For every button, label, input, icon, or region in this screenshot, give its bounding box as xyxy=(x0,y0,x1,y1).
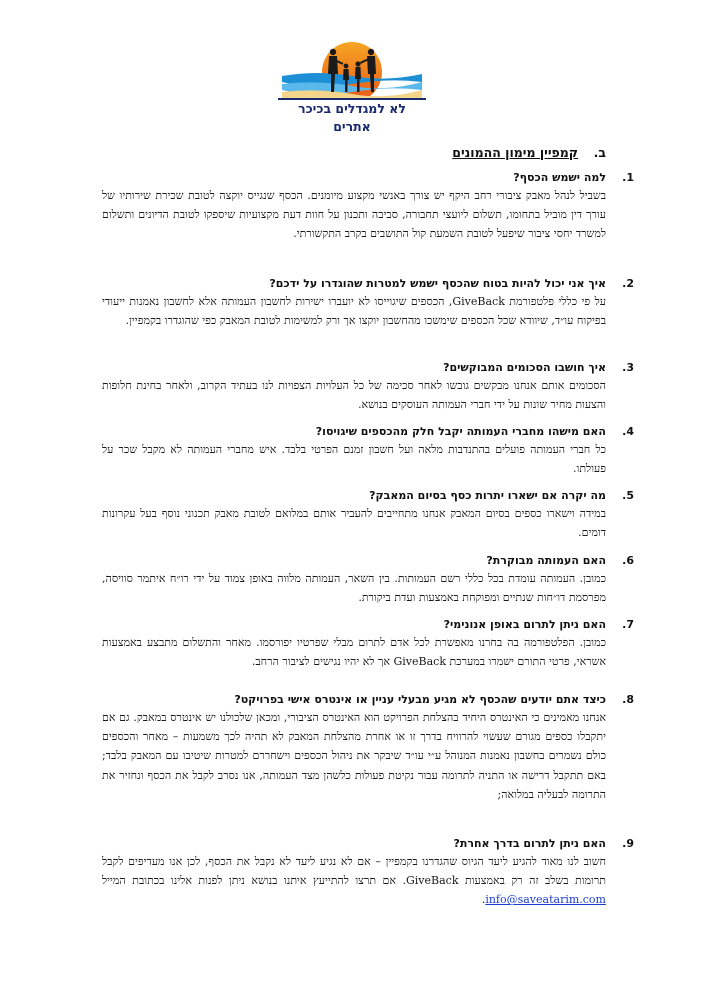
logo-text: לא למגדלים בכיכר אתרים xyxy=(278,98,426,118)
qa-item-7 xyxy=(102,617,634,671)
email-suffix: . xyxy=(481,893,486,907)
answer: כמובן. הפלטפורמה בה בחרנו מאפשרת לכל אדם לתרום מבלי שפרטיו יפורסמו. מאחר והתשלום מתבצע באמצעות אשראי, פרטי התורם ישמרו במערכת GiveBack אך לא יהיו נגישים לציבור הרחב. xyxy=(102,636,606,669)
qa-item-5 xyxy=(102,488,634,542)
question-text: איך חושבו הסכומים המבוקשים? xyxy=(443,361,606,374)
answer: במידה וישארו כספים בסיום המאבק אנחנו מתחייבים להעביר אותם במלואם לטובת מאבק תכנוני נוסף בעל עקרונות דומים. xyxy=(102,507,606,540)
answer xyxy=(102,852,606,910)
organization-logo xyxy=(278,40,426,134)
email-link[interactable]: info@saveatarim.com xyxy=(485,893,606,907)
qa-item-4 xyxy=(102,424,634,478)
question-number: 1. xyxy=(622,171,634,184)
question-text: האם ניתן לתרום בדרך אחרת? xyxy=(453,837,606,850)
qa-item-9 xyxy=(102,836,634,910)
section-title: קמפיין מימון ההמונים xyxy=(452,145,578,160)
question-text: למה ישמש הכסף? xyxy=(513,171,606,184)
question xyxy=(102,488,634,504)
section-heading xyxy=(452,145,606,160)
question xyxy=(102,170,634,186)
qa-item-3 xyxy=(102,360,634,414)
logo-sun-family-icon xyxy=(278,40,426,98)
question-number: 6. xyxy=(622,554,634,567)
question-text: איך אני יכול להיות בטוח שהכסף ישמש למטרות שהוגדרו על ידכם? xyxy=(269,277,606,290)
answer: כל חברי העמותה פועלים בהתנדבות מלאה ועל חשבון זמנם הפרטי בלבד. איש מחברי העמותה לא מקבל שכר על פעולתו. xyxy=(102,443,606,476)
question-number: 9. xyxy=(622,837,634,850)
qa-item-8 xyxy=(102,692,634,804)
answer: כמובן. העמותה עומדת בכל כללי רשם העמותות. בין השאר, העמותה מלווה באופן צמוד על ידי רו״ח איתמר סוויסה, מפרסמת דו״חות שנתיים ומפוקחת באמצעות ועדת ביקורת. xyxy=(102,572,606,605)
qa-item-2 xyxy=(102,276,634,330)
question-number: 3. xyxy=(622,361,634,374)
question-number: 4. xyxy=(622,425,634,438)
question-number: 7. xyxy=(622,618,634,631)
answer: על פי כללי פלטפורמת GiveBack, הכספים שיגוייסו לא יועברו ישירות לחשבון העמותה אלא לחשבון נאמנות ייעודי בפיקוח עו״ד, שיוודא שכל הכספים שימשכו מהחשבון יוקצו אך ורק למשימות לטובת המאבק כפי שהוגדרו בקמפיין. xyxy=(102,295,606,328)
answer-text: חשוב לנו מאוד להגיע ליעד הגיוס שהגדרנו בקמפיין – אם לא נגיע ליעד לא נקבל את הכסף, לכן אנו מעדיפים לקבל תרומות בשלב זה רק באמצעות GiveBack. אם תרצו להתייעץ איתנו בנושא ניתן לפנות אלינו בכתובת המייל xyxy=(102,855,606,888)
question-text: האם מישהו מחברי העמותה יקבל חלק מהכספים שיגויסו? xyxy=(315,425,606,438)
question xyxy=(102,360,634,376)
question xyxy=(102,836,634,852)
question xyxy=(102,424,634,440)
question-text: האם העמותה מבוקרת? xyxy=(486,554,606,567)
question-text: האם ניתן לתרום באופן אנונימי? xyxy=(443,618,606,631)
question xyxy=(102,692,634,708)
question-number: 2. xyxy=(622,277,634,290)
question xyxy=(102,553,634,569)
question xyxy=(102,617,634,633)
question xyxy=(102,276,634,292)
question-number: 8. xyxy=(622,693,634,706)
section-letter: ב. xyxy=(593,145,606,160)
answer: אנחנו מאמינים כי האינטרס היחיד בהצלחת הפרויקט הוא האינטרס הציבורי, ומכאן שלכולנו יש אינטרס במאבק. גם אם יתקבלו כספים מגורם שעשוי להרוויח בדרך זו או אחרת מהצלחת המאבק לא תהיה לכך משמעות – מאחר והכספים כולם נשמרים בחשבון נאמנות המנוהל ע״י עו״ד שיבקר את ניהול הכספים וישחררם למטרות שיטיבו עם המאבק בלבד; באם תתקבל דרישה או התניה לתרומה עבור נקיטת פעולות כלשהן מצד העמותה, אנו נסרב לקבל את הכסף ונחזיר את התרומה לבעליה במלואה; xyxy=(102,711,606,801)
question-number: 5. xyxy=(622,489,634,502)
qa-item-1 xyxy=(102,170,634,244)
question-text: מה יקרה אם ישארו יתרות כסף בסיום המאבק? xyxy=(369,489,606,502)
answer: בשביל לנהל מאבק ציבורי רחב היקף יש צורך באנשי מקצוע מיומנים. הכסף שנגייס יוקצה לטובת שכירת שירותיו של עורך דין מוביל בתחומו, תשלום ליועצי תחבורה, סביבה ותכנון על חוות דעת מקצועיות שיספקו לטובת הדיונים ותשלום למשרד יחסי ציבור שיפעל לטובת השמעת קול התושבים בקרב התקשורתי. xyxy=(102,189,606,241)
qa-item-6 xyxy=(102,553,634,607)
question-text: כיצד אתם יודעים שהכסף לא מגיע מבעלי עניין או אינטרס אישי בפרויקט? xyxy=(234,693,606,706)
answer: הסכומים אותם אנחנו מבקשים גובשו לאחר סכימה של כל העלויות הצפויות לנו בעתיד הקרוב, ולאחר בחינת חלופות והצעות מחיר שונות על ידי חברי העמותה העוסקים בנושא. xyxy=(102,379,606,412)
